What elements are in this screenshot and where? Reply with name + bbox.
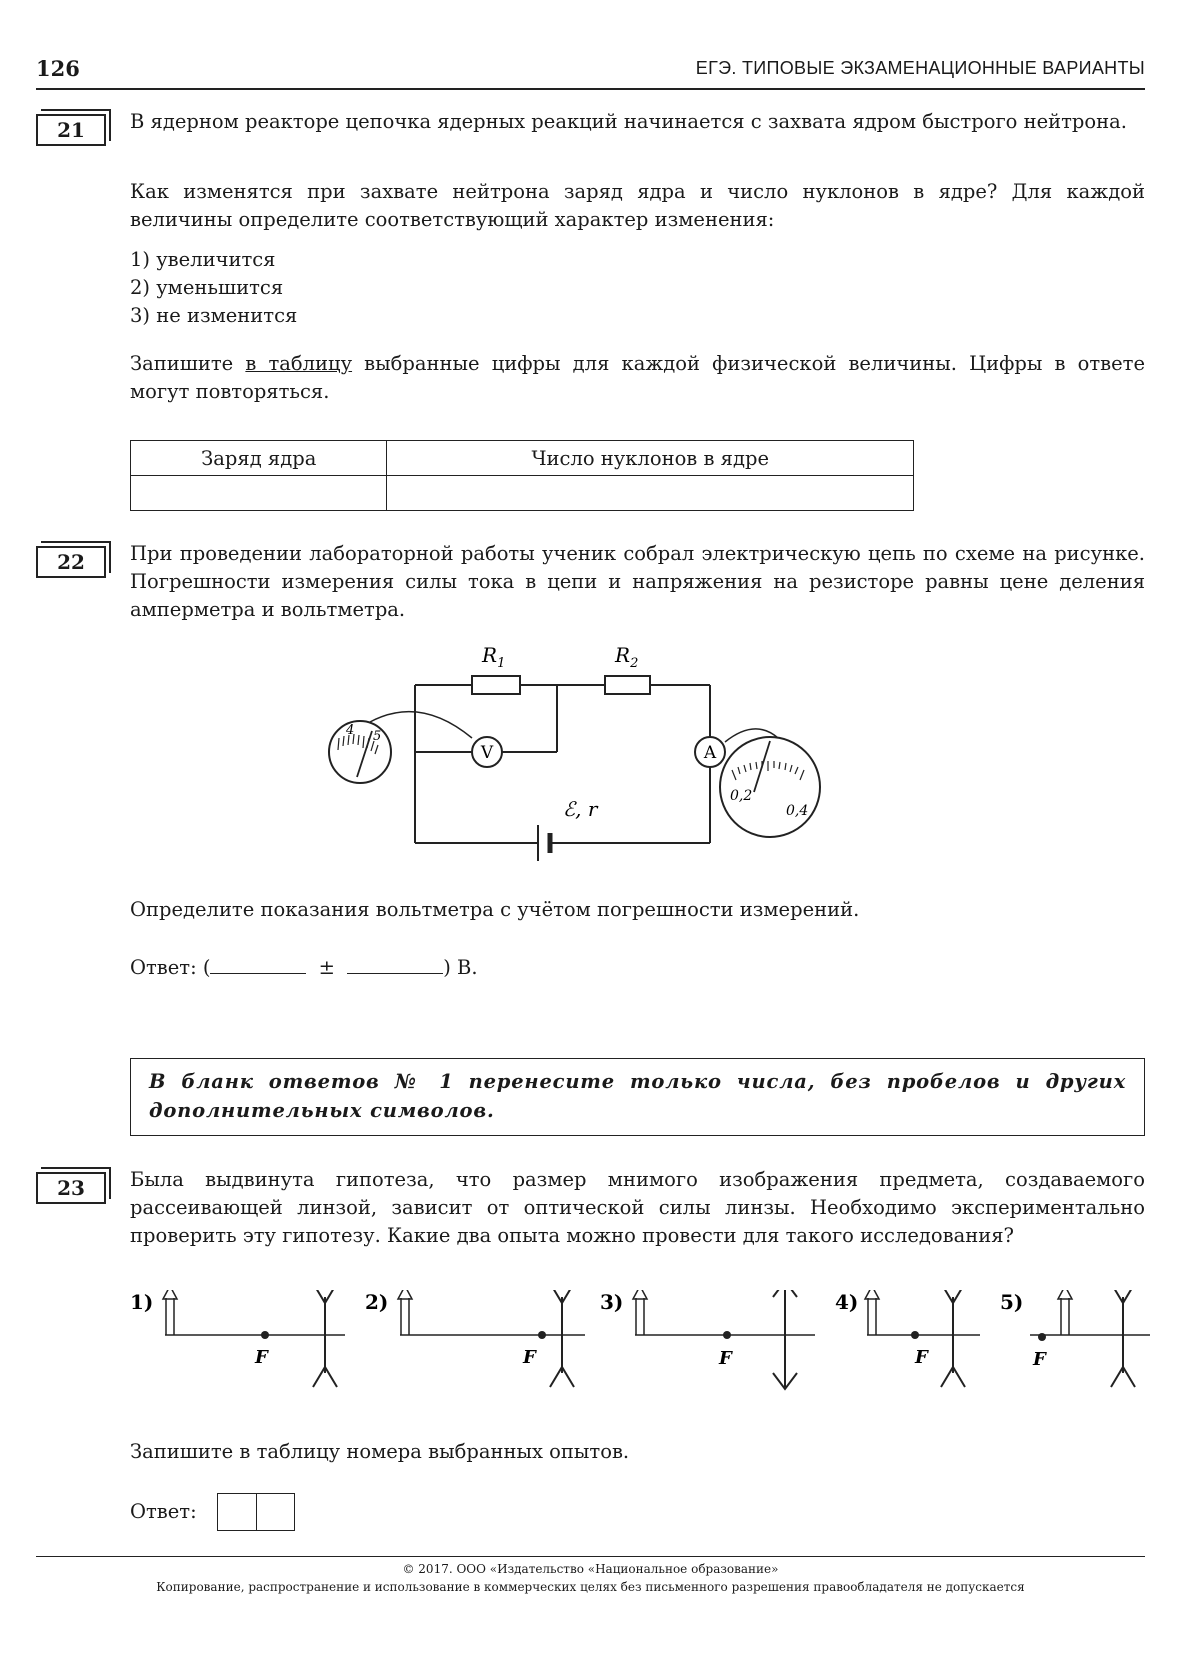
exp3-focus-label: F [719,1348,732,1369]
resistor-r1 [472,676,520,694]
exp4-focus-label: F [915,1347,928,1368]
q21-option-1: 1) увеличится [130,248,276,271]
ammeter-label: A [703,743,717,763]
q21-answer-cell-nucleons[interactable] [387,476,914,511]
r1-label: $R_1$ [482,643,506,671]
exp2-diverging-lens-icon [550,1290,574,1387]
exp5-number: 5) [1000,1290,1024,1314]
exp5-focus-label: F [1033,1349,1046,1370]
exp4-object-arrow-icon [865,1290,879,1335]
q21-instruction-end: выбранные цифры для каждой физической величины. Цифры в ответе могут повторяться. [130,352,1145,403]
exp1-focus-label: F [255,1347,268,1368]
q22-answer-unit: ) В. [443,956,478,979]
q22-task: Определите показания вольтметра с учётом погрешности измерений. [130,898,860,921]
exp4-focus-point [911,1331,919,1339]
exp3-object-arrow-icon [633,1290,647,1335]
exp3-focus-point [723,1331,731,1339]
ammeter-scale-0-4: 0,4 [786,803,809,819]
resistor-r2 [605,676,650,694]
q21-instruction-underlined: в таблицу [245,352,353,375]
footer-divider [36,1556,1145,1557]
voltmeter-scale-5: 5 [373,729,382,744]
q21-table-header-charge: Заряд ядра [131,441,387,476]
exp1-diverging-lens-icon [313,1290,337,1387]
q22-answer-label: Ответ: ( [130,956,211,979]
exp1-object-arrow-icon [163,1290,177,1335]
question-number-22: 22 [36,546,106,578]
q21-question: Как изменятся при захвате нейтрона заряд ядра и число нуклонов в ядре? Для каждой величины определите соответствующий характер изменения: [130,180,1145,231]
q23-answer-boxes [217,1493,295,1531]
q23-text: Была выдвинута гипотеза, что размер мнимого изображения предмета, создаваемого рассеивающей линзой, зависит от оптической силы линзы. Необходимо экспериментально проверить эту гипотезу. Какие два опыта можно провести для такого исследования? [130,1168,1145,1247]
question-number-21: 21 [36,114,106,146]
question-number-23: 23 [36,1172,106,1204]
q21-intro: В ядерном реакторе цепочка ядерных реакций начинается с захвата ядром быстрого нейтрона. [130,110,1127,133]
exp2-object-arrow-icon [398,1290,412,1335]
footer-legal-notice: Копирование, распространение и использование в коммерческих целях без письменного разрешения правообладателя не допускается [156,1580,1025,1594]
exp3-number: 3) [600,1290,624,1314]
q21-instruction-start: Запишите [130,352,246,375]
q22-text: При проведении лабораторной работы ученик собрал электрическую цепь по схеме на рисунке. Погрешности измерения силы тока в цепи и напряжения на резисторе равны цене деления амперметра и вольтметра. [130,542,1145,621]
q22-answer-value-blank[interactable] [210,953,306,974]
q22-answer-error-blank[interactable] [347,953,443,974]
q23-answer-cell-2[interactable] [256,1494,294,1530]
exp5-diverging-lens-icon [1111,1290,1135,1387]
answer-sheet-notice: В бланк ответов № 1 перенесите только числа, без пробелов и других дополнительных символов. [130,1058,1145,1136]
voltmeter-label: V [480,743,494,763]
ammeter-scale-ticks [732,761,804,780]
exp2-focus-label: F [523,1347,536,1368]
q21-table-header-nucleons: Число нуклонов в ядре [387,441,914,476]
q23-instruction: Запишите в таблицу номера выбранных опытов. [130,1440,630,1463]
header-divider [36,88,1145,90]
q21-option-3: 3) не изменится [130,304,298,327]
q23-answer-cell-1[interactable] [218,1494,256,1530]
exp2-focus-point [538,1331,546,1339]
ammeter-scale-0-2: 0,2 [730,788,753,804]
circuit-diagram [300,630,870,880]
q21-instruction [130,350,1145,406]
q23-experiments-figure [125,1290,1155,1400]
exp5-focus-point [1038,1333,1046,1341]
q21-answer-cell-charge[interactable] [131,476,387,511]
voltmeter-dial [329,721,391,783]
voltmeter-scale-ticks [338,734,378,754]
voltmeter-scale-4: 4 [346,723,355,738]
exp2-number: 2) [365,1290,389,1314]
exp1-number: 1) [130,1290,154,1314]
exp4-diverging-lens-icon [941,1290,965,1387]
r2-label: $R_2$ [615,643,639,671]
ammeter-dial [720,737,820,837]
emf-label: ℰ, r [563,797,598,821]
q21-answer-table [130,440,914,511]
running-title: ЕГЭ. ТИПОВЫЕ ЭКЗАМЕНАЦИОННЫЕ ВАРИАНТЫ [695,58,1145,78]
exp1-focus-point [261,1331,269,1339]
q22-answer-line [130,953,478,979]
exp4-number: 4) [835,1290,859,1314]
q22-plus-minus: ± [318,956,336,979]
exp5-object-arrow-icon [1058,1290,1072,1335]
page-number: 126 [36,56,80,81]
exp3-converging-lens-icon [773,1290,797,1389]
q21-option-2: 2) уменьшится [130,276,284,299]
footer-copyright: © 2017. ООО «Издательство «Национальное образование» [402,1562,779,1576]
q23-answer-label: Ответ: [130,1500,197,1523]
